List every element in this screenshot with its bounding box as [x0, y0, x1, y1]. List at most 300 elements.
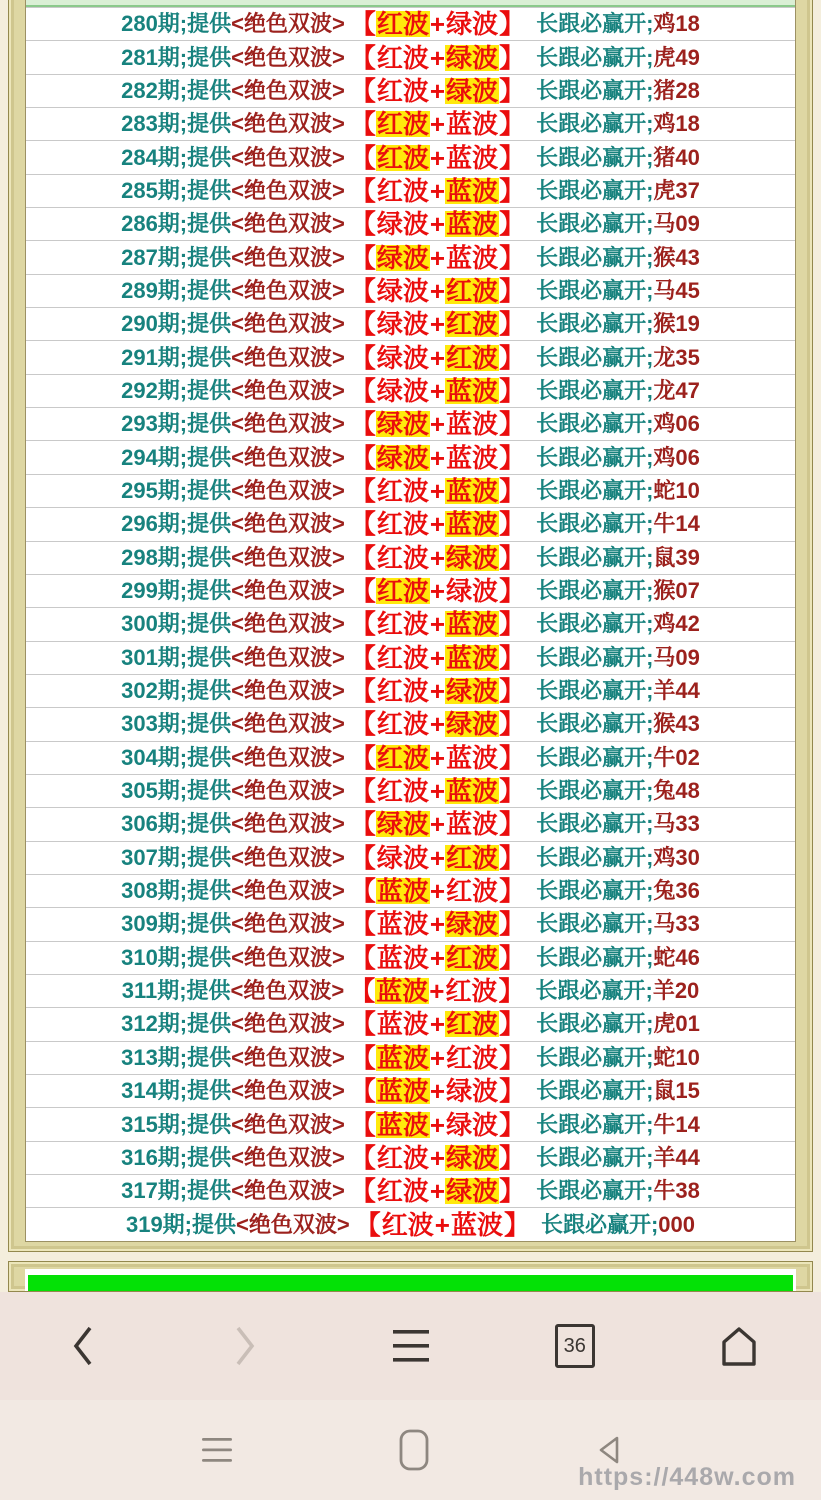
row-wave-bracket: [349, 342, 526, 373]
row-tail: 长跟必赢开;: [536, 11, 654, 37]
row-result: 牛38: [653, 1178, 700, 1204]
result-row: [26, 240, 795, 273]
row-period: 303期;提供: [121, 711, 232, 737]
row-result: 马33: [653, 911, 700, 937]
row-wave-1: 蓝波: [376, 976, 429, 1007]
bracket-close: 】: [499, 509, 526, 540]
bracket-close: 】: [499, 742, 526, 773]
bracket-open: 【: [349, 42, 376, 73]
row-wave-1: 绿波: [376, 442, 429, 473]
row-source: <绝色双波>: [231, 944, 345, 970]
plus-sign: +: [429, 809, 446, 840]
result-row: [26, 941, 795, 974]
row-tail: 长跟必赢开;: [536, 1044, 654, 1070]
row-source: <绝色双波>: [231, 878, 345, 904]
row-wave-1: 红波: [376, 475, 429, 506]
plus-sign: +: [429, 242, 446, 273]
row-period: 296期;提供: [121, 511, 232, 537]
row-source: <绝色双波>: [231, 578, 345, 604]
row-wave-1: 蓝波: [376, 942, 429, 973]
row-wave-bracket: [349, 1142, 526, 1173]
row-wave-2: 蓝波: [446, 809, 499, 840]
browser-back-button[interactable]: [0, 1292, 164, 1400]
row-wave-bracket: [349, 576, 526, 607]
bracket-open: 【: [349, 1142, 376, 1173]
row-wave-bracket: [349, 609, 526, 640]
row-wave-1: 红波: [381, 1209, 434, 1240]
row-result: 蛇10: [653, 1044, 700, 1070]
bracket-open: 【: [349, 175, 376, 206]
row-wave-1: 红波: [376, 109, 429, 140]
row-result: 鸡06: [653, 444, 700, 470]
result-row: [26, 741, 795, 774]
row-tail: 长跟必赢开;: [536, 1011, 654, 1037]
plus-sign: +: [429, 75, 446, 106]
bracket-close: 】: [499, 576, 526, 607]
row-result: 鸡18: [653, 111, 700, 137]
row-source: <绝色双波>: [231, 911, 345, 937]
bracket-open: 【: [349, 309, 376, 340]
row-wave-2: 蓝波: [446, 175, 499, 206]
row-wave-2: 绿波: [446, 42, 499, 73]
row-source: <绝色双波>: [231, 344, 345, 370]
row-wave-1: 红波: [376, 709, 429, 740]
system-back-icon: [595, 1434, 621, 1466]
row-wave-bracket: [349, 842, 526, 873]
row-tail: 长跟必赢开;: [536, 611, 654, 637]
row-wave-2: 蓝波: [446, 475, 499, 506]
row-wave-bracket: [349, 275, 526, 306]
row-source: <绝色双波>: [231, 11, 345, 37]
row-wave-1: 绿波: [376, 342, 429, 373]
plus-sign: +: [429, 142, 446, 173]
bracket-open: 【: [349, 676, 376, 707]
browser-forward-button[interactable]: [164, 1292, 328, 1400]
row-wave-1: 红波: [376, 42, 429, 73]
row-result: 羊44: [653, 678, 700, 704]
bracket-open: 【: [349, 1076, 376, 1107]
row-wave-2: 绿波: [446, 9, 499, 40]
bracket-open: 【: [349, 509, 376, 540]
results-table-frame: [8, 0, 813, 1252]
row-wave-bracket: [349, 976, 525, 1007]
plus-sign: +: [429, 609, 446, 640]
plus-sign: +: [429, 475, 446, 506]
row-result: 鼠39: [653, 544, 700, 570]
bracket-open: 【: [349, 909, 376, 940]
row-wave-2: 蓝波: [446, 242, 499, 273]
bracket-open: 【: [349, 109, 376, 140]
row-result: 鸡06: [653, 411, 700, 437]
row-period: 281期;提供: [121, 44, 232, 70]
row-source: <绝色双波>: [231, 544, 345, 570]
browser-tabs-button[interactable]: [493, 1292, 657, 1400]
row-wave-1: 红波: [376, 742, 429, 773]
row-tail: 长跟必赢开;: [536, 744, 654, 770]
row-wave-1: 绿波: [376, 209, 429, 240]
row-wave-2: 蓝波: [446, 776, 499, 807]
row-wave-2: 绿波: [446, 676, 499, 707]
result-row: [26, 841, 795, 874]
row-wave-bracket: [349, 1076, 526, 1107]
row-wave-bracket: [349, 876, 526, 907]
row-wave-2: 蓝波: [446, 642, 499, 673]
plus-sign: +: [429, 742, 446, 773]
row-period: 316期;提供: [121, 1144, 232, 1170]
row-source: <绝色双波>: [230, 978, 345, 1004]
plus-sign: +: [429, 909, 446, 940]
bracket-close: 】: [499, 942, 526, 973]
row-tail: 长跟必赢开;: [536, 544, 654, 570]
row-period: 317期;提供: [121, 1178, 232, 1204]
result-row: [26, 1174, 795, 1207]
row-wave-1: 蓝波: [376, 1042, 429, 1073]
row-result: 马09: [653, 211, 700, 237]
bracket-open: 【: [349, 709, 376, 740]
browser-menu-button[interactable]: [328, 1292, 492, 1400]
row-source: <绝色双波>: [231, 77, 345, 103]
system-home-icon: [399, 1429, 429, 1471]
bracket-open: 【: [349, 442, 376, 473]
bracket-open: 【: [349, 1109, 376, 1140]
bracket-open: 【: [349, 609, 376, 640]
row-wave-bracket: [349, 242, 526, 273]
plus-sign: +: [429, 676, 446, 707]
result-row: [26, 1107, 795, 1140]
row-wave-2: 红波: [446, 876, 499, 907]
row-result: 鸡42: [653, 611, 700, 637]
bracket-close: 】: [503, 1209, 530, 1240]
row-wave-1: 红波: [376, 142, 429, 173]
row-wave-2: 蓝波: [446, 209, 499, 240]
row-wave-2: 红波: [446, 275, 499, 306]
row-wave-1: 蓝波: [376, 1109, 429, 1140]
row-wave-1: 红波: [376, 1176, 429, 1207]
row-wave-bracket: [354, 1209, 530, 1240]
row-source: <绝色双波>: [231, 111, 345, 137]
row-result: 蛇46: [653, 944, 700, 970]
row-result: 猴07: [653, 578, 700, 604]
row-wave-1: 蓝波: [376, 909, 429, 940]
bracket-close: 】: [499, 676, 526, 707]
bracket-close: 】: [499, 1009, 526, 1040]
result-row: [26, 807, 795, 840]
row-wave-2: 绿波: [446, 1176, 499, 1207]
bracket-close: 】: [499, 42, 526, 73]
plus-sign: +: [429, 342, 446, 373]
row-wave-1: 绿波: [376, 842, 429, 873]
green-banner: [28, 1275, 793, 1291]
row-tail: 长跟必赢开;: [536, 477, 654, 503]
browser-home-button[interactable]: [657, 1292, 821, 1400]
results-list: [25, 0, 796, 1242]
row-wave-bracket: [349, 375, 526, 406]
row-period: 280期;提供: [121, 11, 232, 37]
tab-count: 36: [563, 1334, 586, 1357]
row-wave-1: 红波: [376, 776, 429, 807]
row-tail: 长跟必赢开;: [536, 911, 654, 937]
row-wave-bracket: [349, 909, 526, 940]
result-row: [26, 1041, 795, 1074]
row-source: <绝色双波>: [231, 644, 345, 670]
row-period: 286期;提供: [121, 211, 232, 237]
row-result: 龙35: [653, 344, 700, 370]
result-row: [26, 641, 795, 674]
plus-sign: +: [429, 542, 446, 573]
row-source: <绝色双波>: [236, 1211, 350, 1237]
result-row: [26, 107, 795, 140]
bracket-open: 【: [349, 342, 376, 373]
row-tail: 长跟必赢开;: [536, 578, 654, 604]
row-wave-2: 蓝波: [446, 109, 499, 140]
bracket-close: 】: [499, 776, 526, 807]
row-wave-bracket: [349, 676, 526, 707]
row-wave-2: 红波: [446, 1042, 499, 1073]
result-row: [26, 274, 795, 307]
row-wave-bracket: [349, 742, 526, 773]
plus-sign: +: [429, 309, 446, 340]
bracket-close: 】: [499, 242, 526, 273]
row-tail: 长跟必赢开;: [536, 144, 654, 170]
row-wave-2: 蓝波: [446, 442, 499, 473]
row-tail: 长跟必赢开;: [536, 511, 654, 537]
result-row: [26, 174, 795, 207]
row-source: <绝色双波>: [231, 177, 345, 203]
row-result: 猪28: [653, 77, 700, 103]
browser-nav-bar: [0, 1292, 821, 1400]
row-wave-1: 绿波: [376, 309, 429, 340]
row-result: 兔48: [653, 778, 700, 804]
row-period: 287期;提供: [121, 244, 232, 270]
bracket-open: 【: [349, 142, 376, 173]
result-row: [26, 307, 795, 340]
system-menu-button[interactable]: [201, 1436, 233, 1464]
row-tail: 长跟必赢开;: [536, 111, 654, 137]
plus-sign: +: [429, 209, 446, 240]
bracket-close: 】: [499, 109, 526, 140]
row-period: 306期;提供: [121, 811, 232, 837]
row-result: 羊20: [652, 978, 700, 1004]
plus-sign: +: [429, 1176, 446, 1207]
row-wave-bracket: [349, 9, 526, 40]
row-tail: 长跟必赢开;: [536, 77, 654, 103]
row-wave-bracket: [349, 942, 526, 973]
bracket-close: 】: [499, 842, 526, 873]
row-wave-bracket: [349, 1109, 526, 1140]
row-wave-2: 绿波: [446, 576, 499, 607]
bracket-open: 【: [349, 1176, 376, 1207]
row-result: 马33: [653, 811, 700, 837]
result-row: [26, 1141, 795, 1174]
banner-frame: [8, 1261, 813, 1292]
plus-sign: +: [429, 409, 446, 440]
row-period: 313期;提供: [121, 1044, 232, 1070]
row-wave-bracket: [349, 42, 526, 73]
row-wave-1: 红波: [376, 1142, 429, 1173]
bracket-open: 【: [349, 776, 376, 807]
row-tail: 长跟必赢开;: [536, 1178, 654, 1204]
row-result: 猴19: [653, 311, 700, 337]
row-wave-bracket: [349, 709, 526, 740]
bracket-open: 【: [349, 809, 376, 840]
row-result: 鼠15: [653, 1078, 700, 1104]
bracket-close: 】: [499, 409, 526, 440]
row-wave-2: 蓝波: [446, 375, 499, 406]
row-result: 猪40: [653, 144, 700, 170]
row-source: <绝色双波>: [231, 844, 345, 870]
result-row: [26, 774, 795, 807]
result-row: [26, 674, 795, 707]
row-source: <绝色双波>: [231, 377, 345, 403]
plus-sign: +: [429, 976, 445, 1007]
bracket-open: 【: [349, 542, 376, 573]
row-wave-bracket: [349, 75, 526, 106]
bracket-close: 】: [499, 309, 526, 340]
row-tail: 长跟必赢开;: [536, 778, 654, 804]
plus-sign: +: [429, 509, 446, 540]
result-row: [26, 507, 795, 540]
bracket-close: 】: [499, 642, 526, 673]
row-period: 285期;提供: [121, 177, 232, 203]
row-wave-2: 红波: [446, 342, 499, 373]
row-tail: 长跟必赢开;: [536, 311, 654, 337]
back-icon: [71, 1325, 93, 1367]
bracket-close: 】: [499, 1042, 526, 1073]
row-wave-bracket: [349, 109, 526, 140]
bracket-open: 【: [349, 642, 376, 673]
bracket-open: 【: [354, 1209, 381, 1240]
row-wave-2: 蓝波: [446, 409, 499, 440]
row-period: 319期;提供: [125, 1211, 237, 1237]
plus-sign: +: [429, 1076, 446, 1107]
plus-sign: +: [429, 42, 446, 73]
result-row: [26, 1207, 795, 1240]
row-source: <绝色双波>: [231, 678, 345, 704]
bracket-close: 】: [499, 809, 526, 840]
row-period: 298期;提供: [121, 544, 232, 570]
row-source: <绝色双波>: [231, 1078, 345, 1104]
row-period: 301期;提供: [121, 644, 232, 670]
row-wave-2: 绿波: [446, 1076, 499, 1107]
bracket-close: 】: [499, 709, 526, 740]
row-wave-bracket: [349, 1042, 526, 1073]
row-result: 蛇10: [653, 477, 700, 503]
plus-sign: +: [429, 942, 446, 973]
row-source: <绝色双波>: [231, 211, 345, 237]
row-wave-1: 蓝波: [376, 876, 429, 907]
bracket-close: 】: [499, 275, 526, 306]
row-source: <绝色双波>: [231, 144, 345, 170]
row-period: 289期;提供: [121, 277, 232, 303]
row-wave-1: 蓝波: [376, 1009, 429, 1040]
row-wave-bracket: [349, 209, 526, 240]
row-result: 猴43: [653, 711, 700, 737]
row-wave-2: 绿波: [446, 1109, 499, 1140]
row-wave-2: 蓝波: [446, 142, 499, 173]
row-wave-bracket: [349, 776, 526, 807]
row-result: 猴43: [653, 244, 700, 270]
row-source: <绝色双波>: [231, 1144, 345, 1170]
row-result: 兔36: [653, 878, 700, 904]
bracket-close: 】: [499, 75, 526, 106]
row-result: 鸡18: [653, 11, 700, 37]
row-result: 鸡30: [653, 844, 700, 870]
row-period: 300期;提供: [121, 611, 232, 637]
row-result: 虎01: [653, 1011, 700, 1037]
row-period: 290期;提供: [121, 311, 232, 337]
system-home-button[interactable]: [399, 1429, 429, 1471]
row-period: 305期;提供: [121, 778, 232, 804]
row-source: <绝色双波>: [231, 611, 345, 637]
row-wave-2: 绿波: [446, 909, 499, 940]
row-wave-1: 蓝波: [376, 1076, 429, 1107]
row-result: 虎49: [653, 44, 700, 70]
row-period: 304期;提供: [121, 744, 232, 770]
row-tail: 长跟必赢开;: [536, 344, 654, 370]
result-row: [26, 1074, 795, 1107]
row-period: 292期;提供: [121, 377, 232, 403]
row-period: 309期;提供: [121, 911, 232, 937]
plus-sign: +: [429, 709, 446, 740]
row-source: <绝色双波>: [231, 1111, 345, 1137]
row-period: 314期;提供: [121, 1078, 232, 1104]
row-wave-bracket: [349, 509, 526, 540]
row-source: <绝色双波>: [231, 711, 345, 737]
row-period: 312期;提供: [121, 1011, 232, 1037]
result-row: [26, 607, 795, 640]
row-wave-2: 蓝波: [450, 1209, 503, 1240]
watermark-url: https://448w.com: [578, 1463, 796, 1491]
row-wave-1: 红波: [376, 609, 429, 640]
row-tail: 长跟必赢开;: [536, 411, 654, 437]
row-wave-1: 红波: [376, 576, 429, 607]
row-wave-1: 红波: [376, 175, 429, 206]
row-period: 315期;提供: [121, 1111, 232, 1137]
row-wave-bracket: [349, 409, 526, 440]
result-row: [26, 574, 795, 607]
row-wave-bracket: [349, 1009, 526, 1040]
row-result: 龙47: [653, 377, 700, 403]
bracket-open: 【: [349, 209, 376, 240]
row-source: <绝色双波>: [231, 811, 345, 837]
row-period: 307期;提供: [121, 844, 232, 870]
row-tail: 长跟必赢开;: [536, 1078, 654, 1104]
row-tail: 长跟必赢开;: [536, 277, 654, 303]
plus-sign: +: [429, 1142, 446, 1173]
bracket-open: 【: [349, 942, 376, 973]
system-back-button[interactable]: [595, 1434, 621, 1466]
plus-sign: +: [429, 576, 446, 607]
row-source: <绝色双波>: [231, 1178, 345, 1204]
row-wave-2: 红波: [446, 309, 499, 340]
row-wave-1: 红波: [376, 75, 429, 106]
bracket-close: 】: [499, 542, 526, 573]
row-source: <绝色双波>: [231, 44, 345, 70]
row-tail: 长跟必赢开;: [536, 878, 654, 904]
plus-sign: +: [429, 175, 446, 206]
plus-sign: +: [429, 9, 446, 40]
bracket-close: 】: [499, 1109, 526, 1140]
row-wave-2: 蓝波: [446, 509, 499, 540]
row-result: 羊44: [653, 1144, 700, 1170]
row-wave-bracket: [349, 309, 526, 340]
row-source: <绝色双波>: [231, 477, 345, 503]
row-period: 308期;提供: [121, 878, 232, 904]
result-row: [26, 7, 795, 40]
row-result: 虎37: [653, 177, 700, 203]
row-tail: 长跟必赢开;: [536, 711, 654, 737]
row-source: <绝色双波>: [231, 1044, 345, 1070]
